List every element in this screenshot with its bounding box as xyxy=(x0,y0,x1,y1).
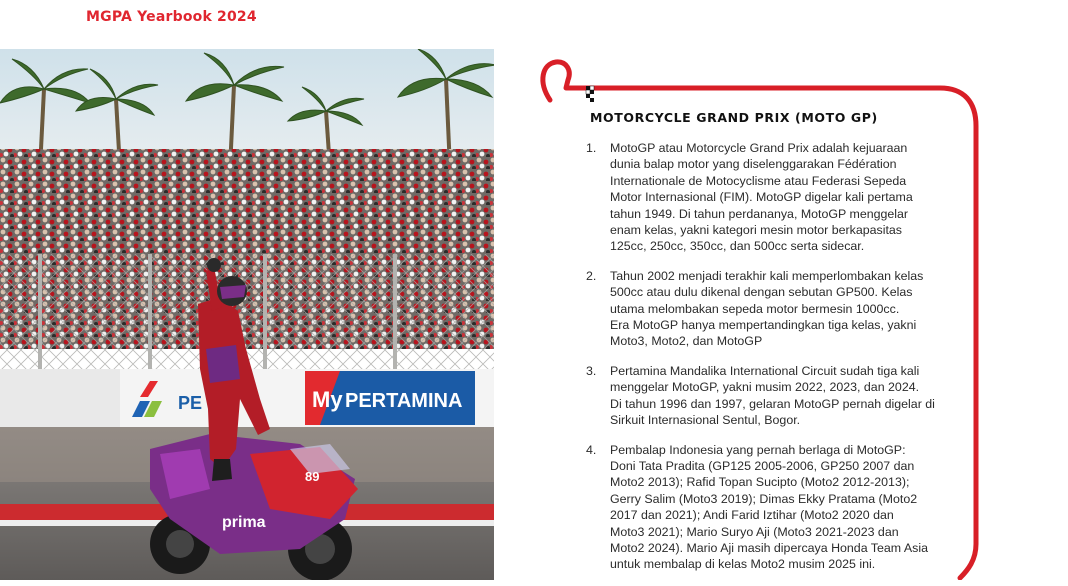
list-item-text: MotoGP atau Motorcycle Grand Prix adalah kejuaraan dunia balap motor yang diselenggarakan Fédération Internationale de Motocyclisme atau Federasi Sepeda Motor Internasional (FIM). MotoGP digelar kali pertama tahun 1949. Di tahun perdananya, MotoGP menggelar enam kelas, yakni kategori mesin motor berkapasitas 125cc, 250cc, 350cc, dan 500cc serta sidecar. xyxy=(610,141,913,254)
banner-left-text: PE xyxy=(178,393,203,413)
bike-livery-text: prima xyxy=(222,514,266,531)
list-item-number: 2. xyxy=(586,268,597,283)
list-item-text: Pertamina Mandalika International Circuit sudah tiga kali menggelar MotoGP, yakni musim 2022, 2023, dan 2024. Di tahun 1996 dan 1997, gelaran MotoGP pernah digelar di Sirkuit Internasional Sentul, Bogor. xyxy=(610,363,935,428)
list-item-number: 3. xyxy=(586,363,597,378)
list-item xyxy=(586,363,956,429)
list-item-number: 1. xyxy=(586,141,597,155)
yearbook-brand-title: MGPA Yearbook 2024 xyxy=(86,9,257,25)
list-item-text: Tahun 2002 menjadi terakhir kali memperlombakan kelas 500cc atau dulu dikenal dengan sebutan GP500. Kelas utama melombakan sepeda motor bermesin 1000cc. Era MotoGP hanya mempertandingkan tiga kelas, yakni Moto3, Moto2, dan MotoGP xyxy=(610,268,924,349)
rider-number-text: 89 xyxy=(305,469,320,484)
rider-celebration-photo xyxy=(0,49,494,580)
list-item-text: Pembalap Indonesia yang pernah berlaga di MotoGP: Doni Tata Pradita (GP125 2005-2006, GP250 2007 dan Moto2 2013); Rafid Topan Sucipto (Moto2 2012-2013); Gerry Salim (Moto3 2019); Dimas Ekky Pratama (Moto2 2017 dan 2021); Andi Farid Iztihar (Moto2 2020 dan Moto3 2021); Mario Suryo Aji (Moto3 2021-2023 dan Moto2 2024). Mario Aji masih dipercaya Honda Team Asia untuk membalap di kelas Moto2 musim 2025 ini. xyxy=(610,442,928,572)
list-item-number: 4. xyxy=(586,442,597,457)
banner-right-prefix: My xyxy=(312,387,343,412)
list-item xyxy=(586,442,956,573)
banner-right-text: PERTAMINA xyxy=(345,390,463,412)
section-title: MOTORCYCLE GRAND PRIX (MOTO GP) xyxy=(590,110,878,125)
checkered-flag-icon xyxy=(586,86,594,102)
list-item xyxy=(586,140,956,255)
list-item xyxy=(586,268,956,350)
facts-list xyxy=(586,140,956,586)
